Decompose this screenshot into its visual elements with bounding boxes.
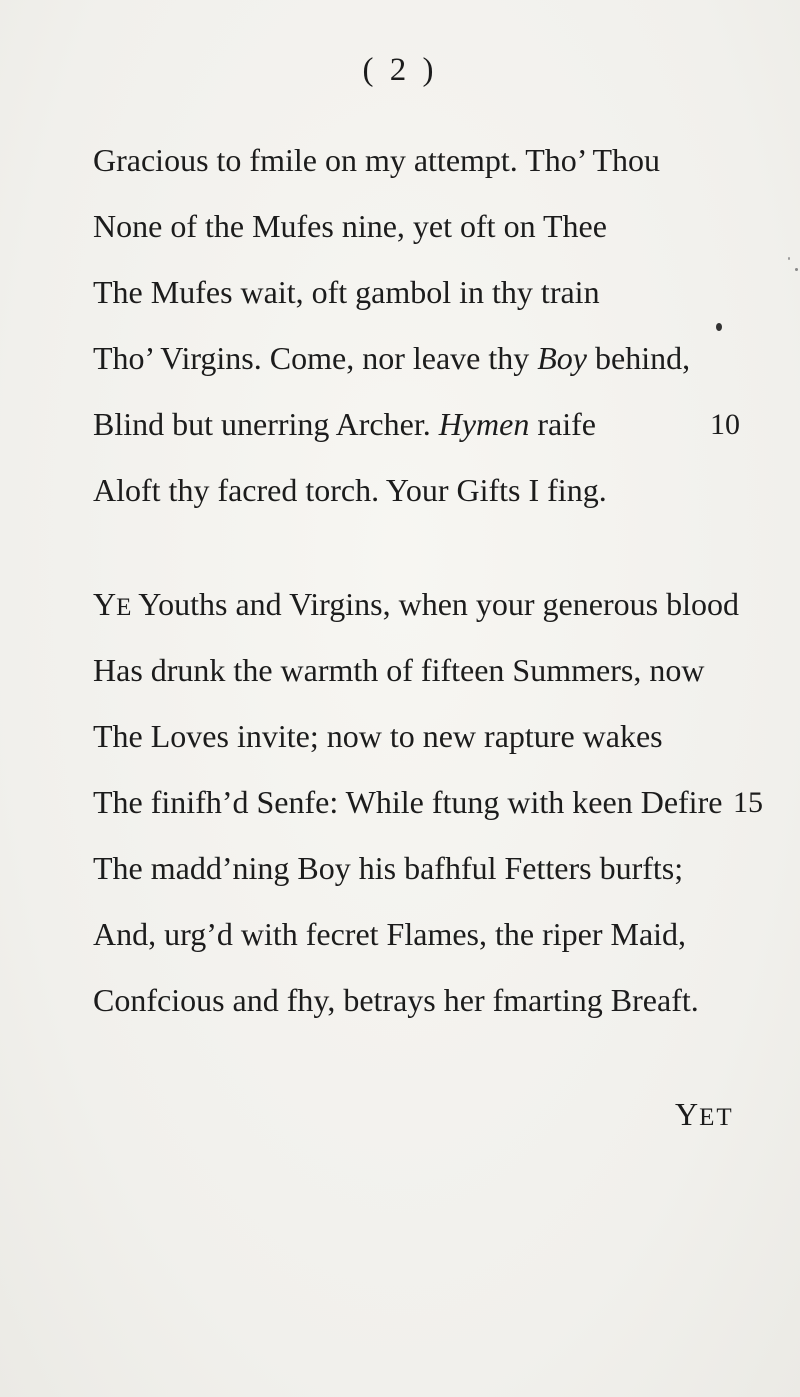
stanza1-line-5: Blind but unerring Archer. Hymen raife [93,406,596,442]
stanza2-line-5: The madd’ning Boy his bafhful Fetters burfts; [93,850,684,886]
stanza1-line-4: Tho’ Virgins. Come, nor leave thy Boy behind, [93,340,691,376]
line-number-10: 10 [710,408,740,441]
drop-cap: Y [93,586,117,622]
page-number: ( 2 ) [362,52,438,88]
stanza2-line-2: Has drunk the warmth of fifteen Summers, now [93,652,705,688]
stanza2-line-7: Confcious and fhy, betrays her fmarting Breaft. [93,982,699,1018]
ink-speck [795,268,798,271]
stanza1-line-3: The Mufes wait, oft gambol in thy train [93,274,600,310]
stanza1-line-6: Aloft thy facred torch. Your Gifts I fing. [93,472,607,508]
stanza1-line-1: Gracious to fmile on my attempt. Tho’ Thou [93,142,661,178]
italic-word-hymen: Hymen [438,406,530,442]
ink-speck [788,257,790,260]
stanza2-line-1: YE Youths and Virgins, when your generous blood [93,586,739,622]
line-number-15: 15 [733,786,763,819]
stanza2-line-6: And, urg’d with fecret Flames, the riper Maid, [93,916,687,952]
stanza2-line-4: The finifh’d Senfe: While ftung with keen Defire [93,784,723,820]
catchword: YET [675,1096,734,1132]
italic-word-boy: Boy [537,340,587,376]
stanza2-line-3: The Loves invite; now to new rapture wakes [93,718,663,754]
ink-speck [716,323,722,331]
stanza1-line-2: None of the Mufes nine, yet oft on Thee [93,208,607,244]
